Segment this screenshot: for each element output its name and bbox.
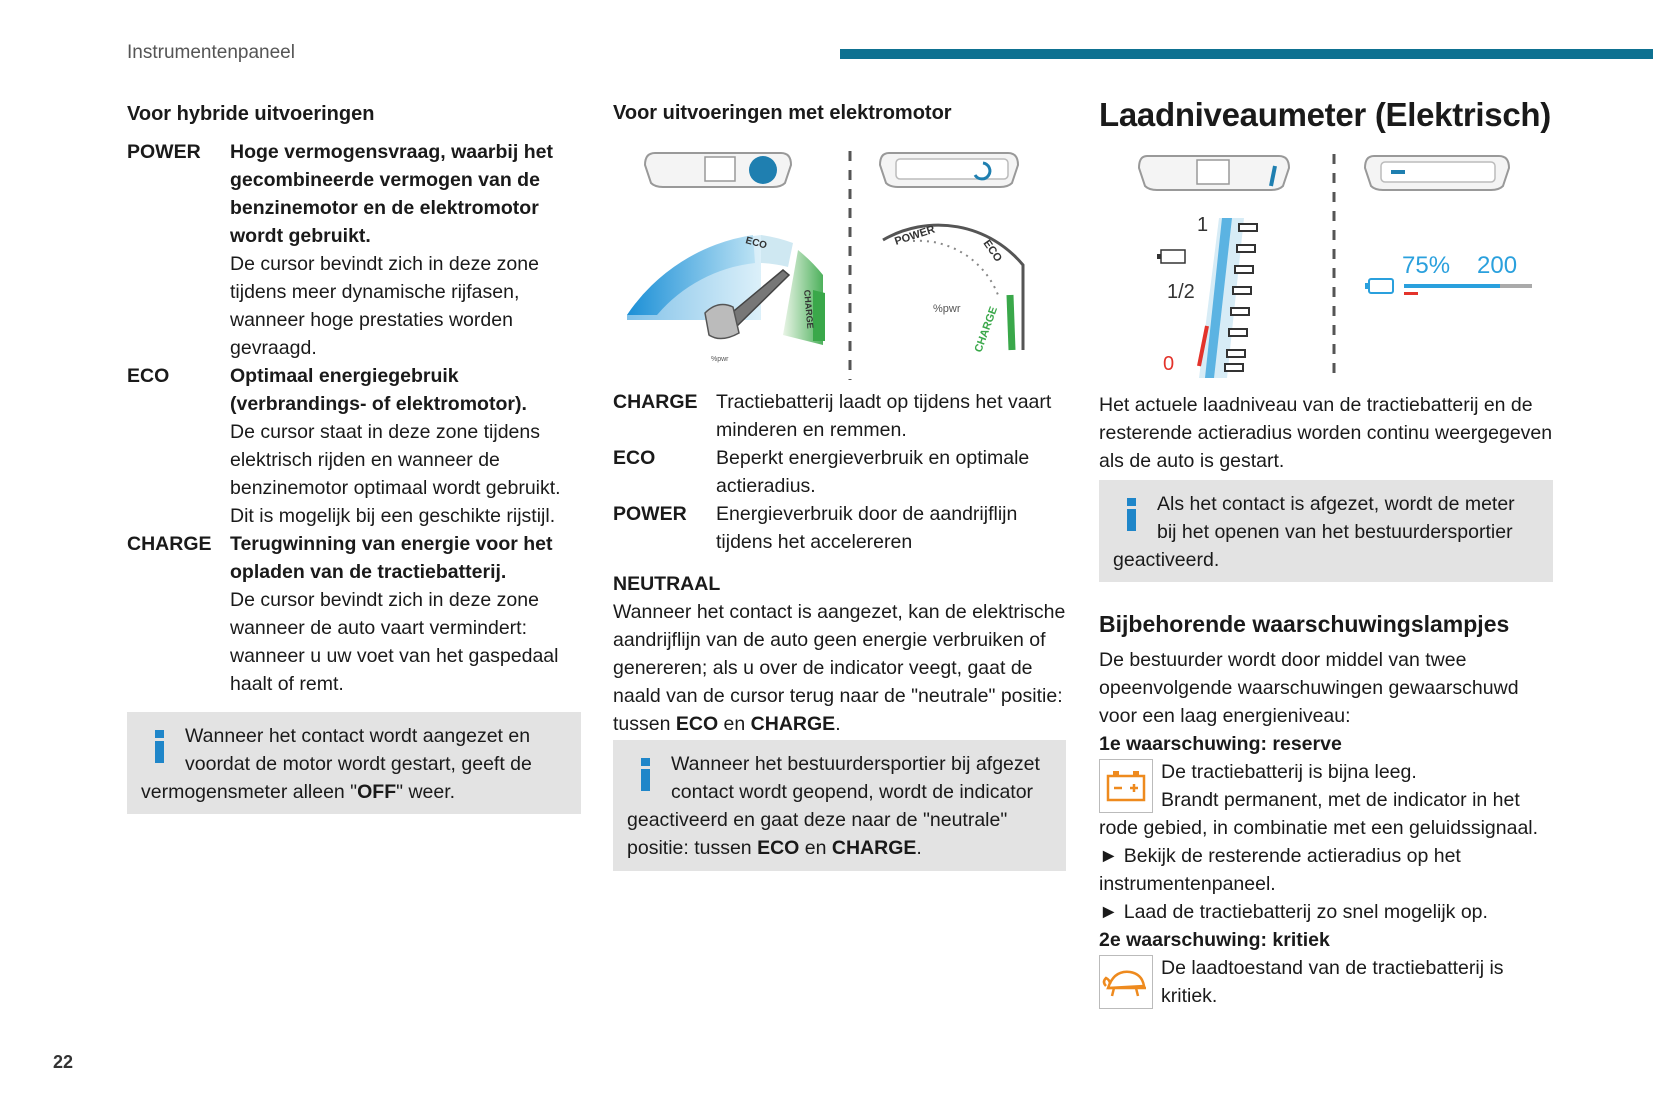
gauge-label-power: POWER: [638, 245, 675, 278]
warnings-intro: De bestuurder wordt door middel van twee opeenvolgende waarschuwingen gewaarschuwd voor een laag energieniveau:: [1099, 649, 1519, 727]
power-gauge-illustration: [613, 145, 1066, 385]
electric-power-gauge: [883, 224, 1023, 354]
term-bold: Terugwinning van energie voor het opladen van de tractiebatterij.: [230, 533, 553, 583]
term-text: Energieverbruik door de aandrijflijn tijdens het accelereren: [716, 503, 1018, 553]
first-warning-block: [1099, 758, 1554, 842]
section-title: Instrumentenpaneel: [127, 42, 295, 63]
middle-column: [613, 388, 1066, 738]
charge-bar-reserve: [1404, 292, 1418, 295]
page-title: Laadniveaumeter (Elektrisch): [1099, 96, 1551, 133]
left-column: [127, 100, 582, 698]
term-charge: [613, 388, 1066, 444]
gauge-label-empty: 0: [1163, 353, 1175, 375]
charge-level-gauge-illustration: [1099, 148, 1553, 384]
info-icon: [627, 750, 671, 798]
second-warning-title: 2e waarschuwing: kritiek: [1099, 929, 1330, 951]
term-eco: [613, 444, 1066, 500]
neutral-text: Wanneer het contact is aangezet, kan de elektrische aandrijflijn van de auto geen energie verbruiken of genereren; als u over de indicator veegt, gaat de naald van de cursor terug naar de "neutrale" positie: tussen ECO en CHARGE.: [613, 601, 1066, 735]
gauge-label-power: POWER: [893, 223, 937, 248]
battery-warning-icon: [1099, 759, 1153, 813]
warnings-heading: Bijbehorende waarschuwingslampjes: [1099, 611, 1510, 637]
gauge-pwr-label: %pwr: [933, 303, 961, 315]
header-accent-bar: [840, 49, 1653, 59]
gauge-label-half: 1/2: [1167, 281, 1195, 303]
second-warning-text: De laadtoestand van de tractiebatterij is kritiek.: [1161, 957, 1504, 1007]
range-readout: 200: [1477, 252, 1518, 279]
term-key: ECO: [613, 447, 656, 469]
term-key: ECO: [127, 365, 170, 387]
dashboard-outline-icon: [1365, 156, 1509, 190]
term-text: Beperkt energieverbruik en optimale actieradius.: [716, 447, 1030, 497]
term-text: De cursor bevindt zich in deze zone wanneer de auto vaart vermindert: wanneer u uw voet van het gaspedaal haalt of remt.: [230, 589, 559, 695]
vertical-charge-gauge: [1157, 214, 1257, 378]
middle-subtitle: Voor uitvoeringen met elektromotor: [613, 102, 952, 124]
hybrid-power-gauge: [627, 235, 825, 363]
charge-percent-readout: 75%: [1402, 252, 1451, 279]
battery-icon: [1157, 250, 1185, 263]
bullet-check-range: ► Bekijk de resterende actieradius op het instrumentenpaneel.: [1099, 845, 1461, 895]
gauge-label-eco: ECO: [980, 237, 1005, 265]
right-intro: Het actuele laadniveau van de tractiebatterij en de resterende actieradius worden continu weergegeven als de auto is gestart.: [1099, 394, 1553, 472]
left-info-box: Wanneer het contact wordt aangezet en voordat de motor wordt gestart, geeft de vermogensmeter alleen "OFF" weer.: [127, 712, 581, 814]
page-number: 22: [53, 1052, 74, 1072]
info-icon: [1113, 490, 1157, 538]
dashboard-outline-icon: [645, 153, 791, 187]
charge-bar-fill: [1404, 284, 1500, 288]
term-bold: Optimaal energiegebruik (verbrandings- of elektromotor).: [230, 365, 527, 415]
left-subtitle: Voor hybride uitvoeringen: [127, 103, 375, 125]
term-power: [613, 500, 1066, 556]
term-charge: [127, 530, 582, 698]
battery-icon: [1365, 279, 1393, 293]
term-key: CHARGE: [613, 391, 698, 413]
first-warning-title: 1e waarschuwing: reserve: [1099, 733, 1342, 755]
gauge-label-full: 1: [1197, 214, 1209, 236]
second-warning-block: [1099, 954, 1554, 1010]
dashboard-outline-icon: [1139, 156, 1289, 190]
term-text: Tractiebatterij laadt op tijdens het vaart minderen en remmen.: [716, 391, 1052, 441]
term-eco: [127, 362, 582, 530]
term-bold: Hoge vermogensvraag, waarbij het gecombineerde vermogen van de benzinemotor en de elektromotor wordt gebruikt.: [230, 141, 553, 247]
digital-charge-display: [1365, 252, 1532, 295]
dashboard-outline-icon: [880, 153, 1018, 187]
gauge-pwr-small-label: %pwr: [711, 356, 729, 363]
term-key: CHARGE: [127, 533, 212, 555]
turtle-icon: [1099, 955, 1153, 1009]
middle-info-box: Wanneer het bestuurdersportier bij afgezet contact wordt geopend, wordt de indicator geactiveerd en gaat deze naar de "neutrale" positie: tussen ECO en CHARGE.: [613, 740, 1066, 871]
term-power: [127, 138, 582, 362]
right-info-box: Als het contact is afgezet, wordt de meter bij het openen van het bestuurdersportier geactiveerd.: [1099, 480, 1553, 582]
warnings-section: [1099, 646, 1554, 1010]
neutral-title: NEUTRAAL: [613, 573, 721, 595]
info-icon: [141, 722, 185, 770]
first-warning-line2: Brandt permanent, met de indicator in het rode gebied, in combinatie met een geluidssignaal.: [1099, 789, 1539, 839]
gauge-label-charge: CHARGE: [802, 289, 816, 330]
term-text: De cursor bevindt zich in deze zone tijdens meer dynamische rijfasen, wanneer hoge prestaties worden gevraagd.: [230, 253, 539, 359]
bullet-charge-battery: ► Laad de tractiebatterij zo snel mogelijk op.: [1099, 901, 1488, 923]
gauge-label-charge: CHARGE: [972, 305, 1001, 355]
first-warning-line1: De tractiebatterij is bijna leeg.: [1161, 761, 1417, 783]
gauge-label-eco: ECO: [744, 235, 769, 252]
term-key: POWER: [127, 141, 201, 163]
term-text: De cursor staat in deze zone tijdens elektrisch rijden en wanneer de benzinemotor optimaal wordt gebruikt. Dit is mogelijk bij een geschikte rijstijl.: [230, 421, 561, 527]
term-key: POWER: [613, 503, 687, 525]
